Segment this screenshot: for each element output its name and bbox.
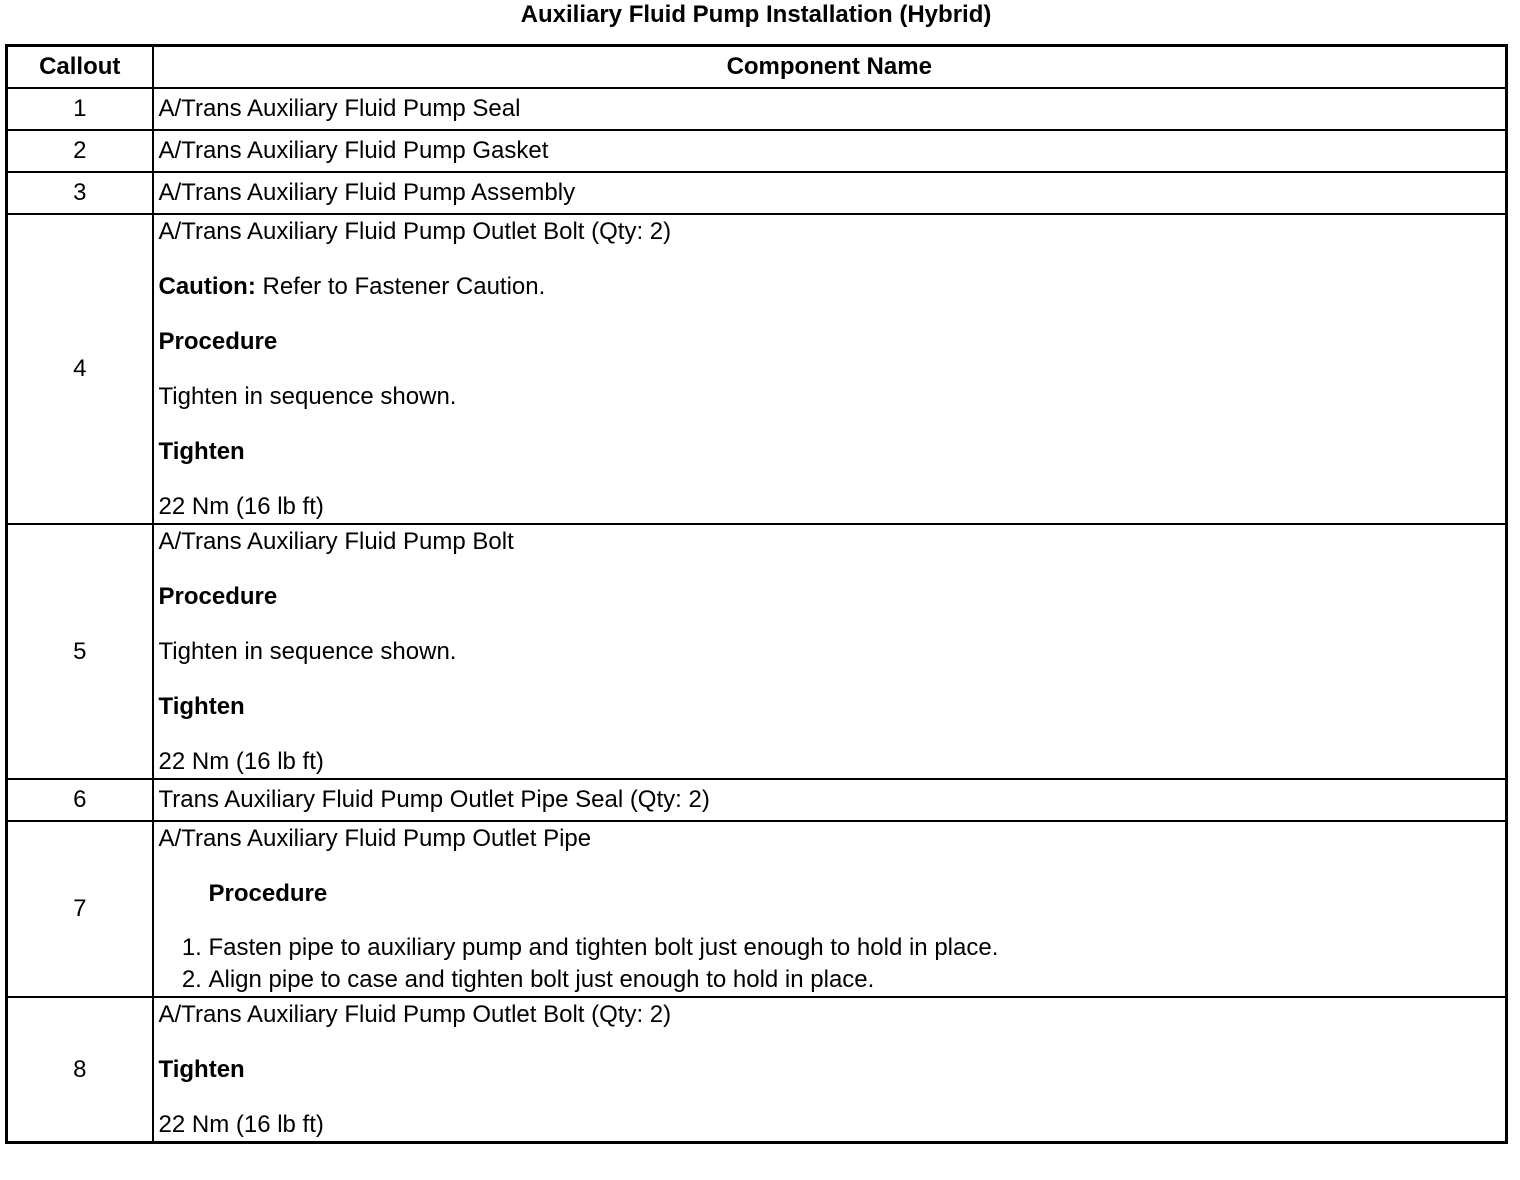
component-name: A/Trans Auxiliary Fluid Pump Outlet Bolt (Qty: 2) [158,218,672,245]
component-name: A/Trans Auxiliary Fluid Pump Outlet Bolt (Qty: 2) [158,1001,672,1028]
caution-text: Refer to Fastener Caution. [255,273,546,300]
callout-cell: 5 [7,524,153,779]
callout-cell: 8 [7,997,153,1143]
procedure-text: Tighten in sequence shown. [158,638,457,665]
page-title: Auxiliary Fluid Pump Installation (Hybrid) [520,1,992,28]
table-header-row [7,46,1507,89]
callout-cell: 2 [7,130,153,172]
component-name: A/Trans Auxiliary Fluid Pump Bolt [158,528,514,555]
table-row [7,779,1507,821]
callout-cell: 1 [7,88,153,130]
procedure-label: Procedure [208,880,328,907]
table-row [7,88,1507,130]
callout-cell: 4 [7,214,153,524]
table-row [7,172,1507,214]
table-row [7,130,1507,172]
component-cell [153,524,1507,779]
component-name: A/Trans Auxiliary Fluid Pump Outlet Pipe [158,825,592,852]
procedure-text: Tighten in sequence shown. [158,383,457,410]
procedure-step: 2. Align pipe to case and tighten bolt just enough to hold in place. [209,964,1501,996]
table-row [7,214,1507,524]
component-name: A/Trans Auxiliary Fluid Pump Gasket [158,137,549,164]
callout-cell: 7 [7,821,153,997]
caution-note [159,270,1501,303]
tighten-value: 22 Nm (16 lb ft) [158,493,324,520]
tighten-label: Tighten [158,1056,245,1083]
component-cell [153,997,1507,1143]
tighten-label: Tighten [158,693,245,720]
component-name: Trans Auxiliary Fluid Pump Outlet Pipe Seal (Qty: 2) [158,786,710,813]
caution-label: Caution: [158,273,256,300]
header-callout: Callout [7,46,153,89]
component-cell [153,172,1507,214]
component-cell [153,779,1507,821]
tighten-label: Tighten [158,438,245,465]
component-name: A/Trans Auxiliary Fluid Pump Seal [158,95,521,122]
procedure-label: Procedure [158,583,278,610]
component-name: A/Trans Auxiliary Fluid Pump Assembly [158,179,576,206]
header-component-name: Component Name [153,46,1507,89]
component-cell [153,88,1507,130]
component-table [5,44,1508,1144]
component-cell [153,821,1507,997]
tighten-value: 22 Nm (16 lb ft) [158,1111,324,1138]
table-row [7,524,1507,779]
table-row [7,821,1507,997]
tighten-value: 22 Nm (16 lb ft) [158,748,324,775]
table-row [7,997,1507,1143]
procedure-label: Procedure [158,328,278,355]
callout-cell: 6 [7,779,153,821]
component-cell [153,130,1507,172]
component-cell [153,214,1507,524]
procedure-steps [159,932,1501,996]
procedure-step: 1. Fasten pipe to auxiliary pump and tighten bolt just enough to hold in place. [209,932,1501,964]
callout-cell: 3 [7,172,153,214]
